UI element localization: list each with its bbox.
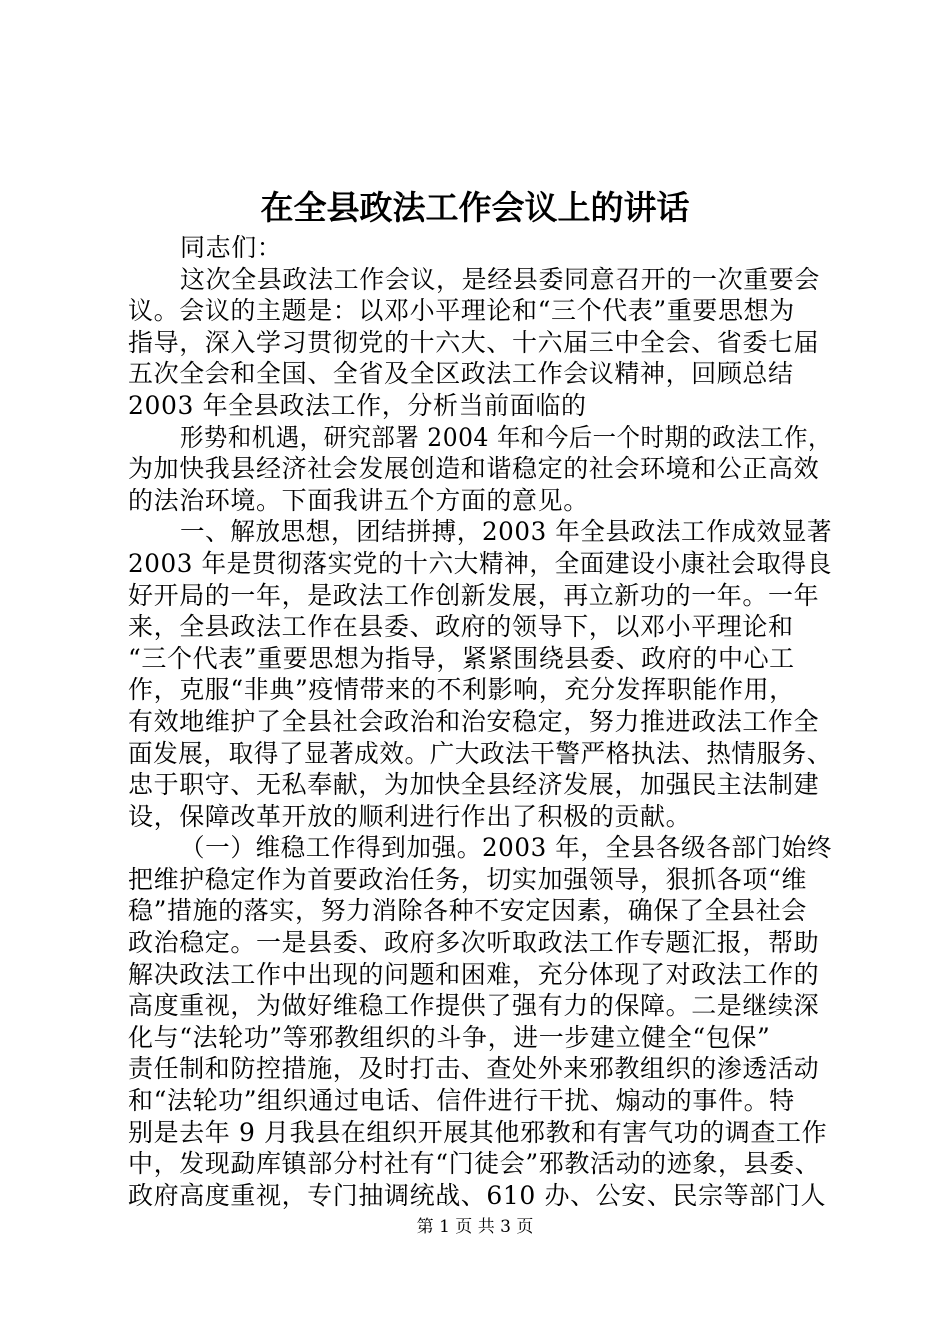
- text-line: 设，保障改革开放的顺利进行作出了积极的贡献。: [128, 801, 692, 831]
- text-line: （一）维稳工作得到加强。2003 年，全县各级各部门始终: [180, 833, 832, 863]
- text-line: “三个代表”重要思想为指导，紧紧围绕县委、政府的中心工: [128, 643, 795, 673]
- text-line: 解决政法工作中出现的问题和困难，充分体现了对政法工作的: [128, 959, 820, 989]
- text-line: 五次全会和全国、全省及全区政法工作会议精神，回顾总结: [128, 359, 794, 389]
- text-line: 面发展，取得了显著成效。广大政法干警严格执法、热情服务、: [128, 738, 832, 768]
- text-line: 把维护稳定作为首要政治任务，切实加强领导，狠抓各项“维: [128, 864, 807, 894]
- document-body: [128, 232, 832, 1211]
- text-line: 这次全县政法工作会议，是经县委同意召开的一次重要会: [180, 264, 821, 294]
- text-line: 稳”措施的落实，努力消除各种不安定因素，确保了全县社会: [128, 896, 807, 926]
- text-line: 高度重视，为做好维稳工作提供了强有力的保障。二是继续深: [128, 991, 820, 1021]
- text-line: 2003 年是贯彻落实党的十六大精神，全面建设小康社会取得良: [128, 548, 832, 578]
- text-line: 来，全县政法工作在县委、政府的领导下，以邓小平理论和: [128, 612, 794, 642]
- page-number-label: 第 1 页 共 3 页: [416, 1217, 534, 1237]
- text-line: 同志们：: [180, 233, 283, 262]
- text-line: 政治稳定。一是县委、政府多次听取政法工作专题汇报，帮助: [128, 928, 820, 958]
- text-line: 忠于职守、无私奉献，为加快全县经济发展，加强民主法制建: [128, 770, 820, 800]
- text-line: 指导，深入学习贯彻党的十六大、十六届三中全会、省委七届: [128, 327, 820, 357]
- text-line: 形势和机遇，研究部署 2004 年和今后一个时期的政法工作，: [180, 422, 832, 452]
- text-line: 责任制和防控措施，及时打击、查处外来邪教组织的渗透活动: [128, 1054, 820, 1084]
- text-line: 有效地维护了全县社会政治和治安稳定，努力推进政法工作全: [128, 706, 820, 736]
- text-line: 2003 年全县政法工作，分析当前面临的: [128, 390, 587, 420]
- text-line: 的法治环境。下面我讲五个方面的意见。: [128, 485, 589, 515]
- text-line: 一、解放思想，团结拼搏，2003 年全县政法工作成效显著: [180, 517, 832, 547]
- document-title: 在全县政法工作会议上的讲话: [260, 188, 690, 227]
- text-line: 别是去年 9 月我县在组织开展其他邪教和有害气功的调查工作: [128, 1117, 828, 1147]
- text-line: 和“法轮功”组织通过电话、信件进行干扰、煽动的事件。特: [128, 1086, 795, 1116]
- text-line: 中，发现勐库镇部分村社有“门徒会”邪教活动的迹象，县委、: [128, 1149, 821, 1179]
- page-footer: [0, 1216, 950, 1238]
- text-line: 好开局的一年，是政法工作创新发展，再立新功的一年。一年: [128, 580, 820, 610]
- text-line: 议。会议的主题是：以邓小平理论和“三个代表”重要思想为: [128, 296, 795, 326]
- text-line: 为加快我县经济社会发展创造和谐稳定的社会环境和公正高效: [128, 454, 820, 484]
- text-line: 作，克服“非典”疫情带来的不利影响，充分发挥职能作用，: [128, 675, 795, 705]
- text-line: 化与“法轮功”等邪教组织的斗争，进一步建立健全“包保”: [128, 1022, 771, 1052]
- text-line: 政府高度重视，专门抽调统战、610 办、公安、民宗等部门人: [128, 1180, 827, 1210]
